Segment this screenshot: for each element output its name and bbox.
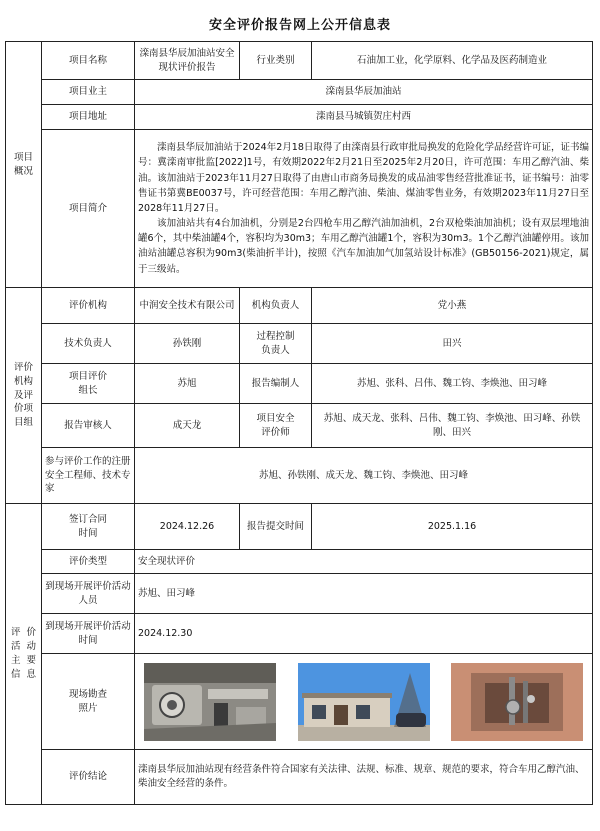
reviewer-value: 成天龙 — [135, 404, 240, 448]
eval-type-label: 评价类型 — [42, 550, 135, 574]
agency-head-label: 机构负责人 — [240, 288, 312, 324]
agency-value: 中润安全技术有限公司 — [135, 288, 240, 324]
project-intro-text — [135, 130, 593, 288]
process-head-value: 田兴 — [312, 324, 593, 364]
tech-head-value: 孙铁刚 — [135, 324, 240, 364]
evaluators-label: 项目安全 评价师 — [240, 404, 312, 448]
conclusion-label: 评价结论 — [42, 750, 135, 805]
photo-dispenser-machinery — [144, 663, 276, 741]
section-activity-label: 评 价 活 动 主 要 信 息 — [6, 504, 42, 805]
site-photos-cell — [135, 654, 593, 750]
evaluators-value: 苏旭、成天龙、张科、吕伟、魏工钧、李焕池、田习峰、孙铁刚、田兴 — [312, 404, 593, 448]
conclusion-value: 滦南县华辰加油站现有经营条件符合国家有关法律、法规、标准、规章、规范的要求，符合车用乙醇汽油、柴油安全经营的条件。 — [135, 750, 593, 805]
reviewer-label: 报告审核人 — [42, 404, 135, 448]
leader-value: 苏旭 — [135, 364, 240, 404]
eval-type-value: 安全现状评价 — [135, 550, 593, 574]
project-name-label: 项目名称 — [42, 42, 135, 80]
process-head-label: 过程控制 负责人 — [240, 324, 312, 364]
project-address-value: 滦南县马城镇贺庄村西 — [135, 105, 593, 130]
site-time-value: 2024.12.30 — [135, 614, 593, 654]
section-project-label: 项目 概况 — [6, 42, 42, 288]
site-photos-label: 现场勘查 照片 — [42, 654, 135, 750]
contract-time-label: 签订合同 时间 — [42, 504, 135, 550]
contract-time-value: 2024.12.26 — [135, 504, 240, 550]
section-org-label: 评价 机构 及评 价项 目组 — [6, 288, 42, 504]
project-name-value: 滦南县华辰加油站安全现状评价报告 — [135, 42, 240, 80]
participants-label: 参与评价工作的注册安全工程师、技术专家 — [42, 448, 135, 504]
agency-label: 评价机构 — [42, 288, 135, 324]
submit-time-value: 2025.1.16 — [312, 504, 593, 550]
photo-tank-pit — [451, 663, 583, 741]
compiler-value: 苏旭、张科、吕伟、魏工钧、李焕池、田习峰 — [312, 364, 593, 404]
agency-head-value: 党小燕 — [312, 288, 593, 324]
industry-value: 石油加工业，化学原料、化学品及医药制造业 — [312, 42, 593, 80]
site-time-label: 到现场开展评价活动时间 — [42, 614, 135, 654]
project-intro-label: 项目简介 — [42, 130, 135, 288]
site-staff-value: 苏旭、田习峰 — [135, 574, 593, 614]
industry-label: 行业类别 — [240, 42, 312, 80]
project-address-label: 项目地址 — [42, 105, 135, 130]
submit-time-label: 报告提交时间 — [240, 504, 312, 550]
page-title: 安全评价报告网上公开信息表 — [208, 18, 391, 33]
photo-station-building — [298, 663, 430, 741]
tech-head-label: 技术负责人 — [42, 324, 135, 364]
intro-paragraph-2: 该加油站共有4台加油机，分别是2台四枪车用乙醇汽油加油机，2台双枪柴油加油机；设有双层埋地油罐6个，其中柴油罐4个，容积均为30m3；车用乙醇汽油罐1个，容积为30m3。1个乙醇汽油罐停用。该加油站油罐总容积为90m3(柴油折半计)，按照《汽车加油加气加氢站设计标准》(GB50156-2021)规定，属于三级站。 — [138, 218, 589, 275]
info-table — [5, 41, 593, 805]
project-owner-label: 项目业主 — [42, 80, 135, 105]
leader-label: 项目评价 组长 — [42, 364, 135, 404]
intro-paragraph-1: 滦南县华辰加油站于2024年2月18日取得了由滦南县行政审批局换发的危险化学品经营许可证，证书编号：冀滦南审批监[2022]1号，有效期2022年2月21日至2025年2月20日，许可范围：车用乙醇汽油、柴油。该加油站于2023年11月27日取得了由唐山市商务局换发的成品油零售经营批准证书，证书编号：油零售证书第冀BE0037号，许可经营范围：车用乙醇汽油、柴油、煤油零售业务，有效期2023年11月27日至2028年11月27日。 — [138, 142, 589, 214]
site-staff-label: 到现场开展评价活动人员 — [42, 574, 135, 614]
participants-value: 苏旭、孙铁刚、成天龙、魏工钧、李焕池、田习峰 — [135, 448, 593, 504]
project-owner-value: 滦南县华辰加油站 — [135, 80, 593, 105]
compiler-label: 报告编制人 — [240, 364, 312, 404]
